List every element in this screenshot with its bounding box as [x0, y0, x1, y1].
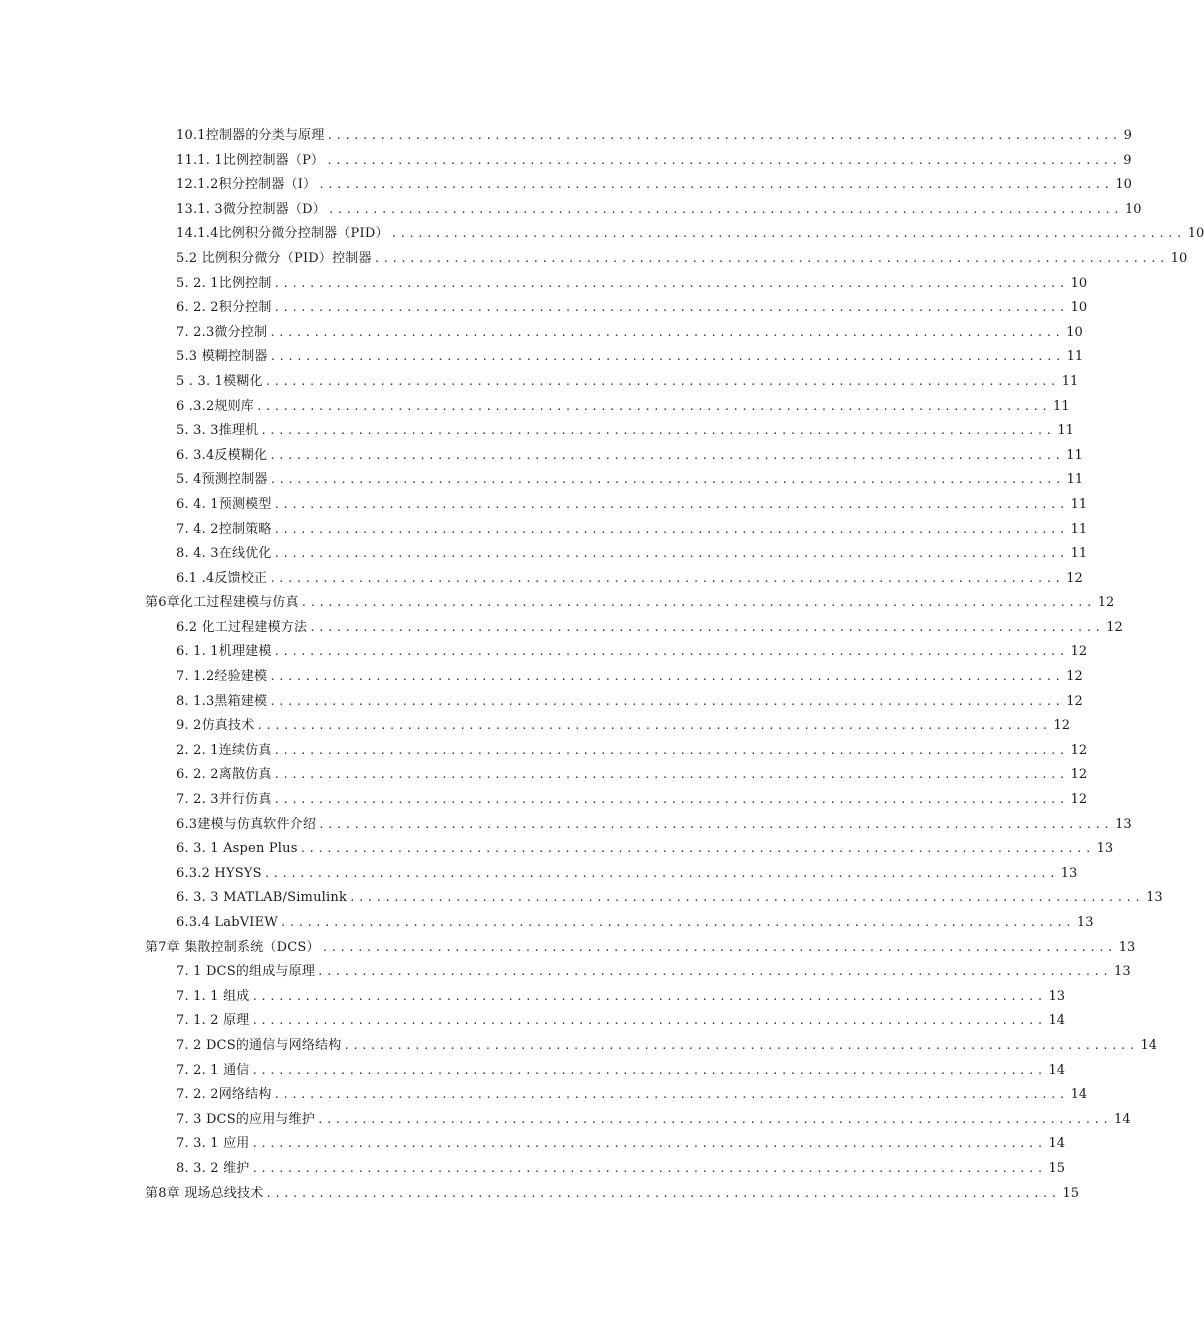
toc-entry-title: 8. 3. 2 维护 — [176, 1160, 250, 1176]
toc-entry-page: 12 — [1066, 570, 1083, 586]
toc-entry[interactable] — [0, 1034, 1157, 1059]
dot-leader: .......................................................................................... — [318, 178, 1113, 192]
dot-leader: .......................................................................................... — [260, 424, 1055, 438]
dot-leader: .......................................................................................... — [300, 596, 1095, 610]
dot-leader: .......................................................................................... — [273, 497, 1068, 511]
toc-entry-title: 2. 2. 1连续仿真 — [176, 742, 272, 758]
toc-entry-page: 10 — [1070, 300, 1088, 316]
toc-entry-title: 6. 1. 1机理建模 — [176, 644, 272, 660]
toc-entry-page: 10 — [1066, 324, 1083, 340]
toc-entry-title: 13.1. 3微分控制器（D） — [176, 201, 326, 217]
dot-leader: .......................................................................................... — [269, 694, 1064, 708]
toc-entry[interactable] — [0, 395, 1070, 420]
toc-entry-page: 12 — [1070, 767, 1088, 783]
toc-entry-title: 6.3.4 LabVIEW — [176, 915, 278, 930]
dot-leader: .......................................................................................... — [317, 965, 1112, 979]
dot-leader: .......................................................................................... — [273, 276, 1068, 290]
toc-entry[interactable] — [0, 518, 1088, 543]
toc-entry-page: 11 — [1053, 398, 1070, 414]
toc-entry-title: 8. 4. 3在线优化 — [176, 546, 272, 562]
dot-leader: .......................................................................................... — [256, 719, 1051, 733]
toc-entry-title: 7. 2. 2网络结构 — [176, 1087, 272, 1103]
toc-entry[interactable] — [0, 542, 1088, 567]
toc-entry-page: 13 — [1060, 865, 1078, 881]
toc-entry-title: 6.3建模与仿真软件介绍 — [176, 816, 317, 832]
toc-entry-title: 11.1. 1比例控制器（P） — [176, 152, 325, 168]
toc-entry-page: 11 — [1070, 496, 1088, 512]
toc-entry-page: 12 — [1106, 619, 1123, 635]
toc-entry-title: 6. 2. 2离散仿真 — [176, 767, 272, 783]
toc-entry-page: 14 — [1048, 1013, 1066, 1029]
dot-leader: .......................................................................................... — [273, 743, 1068, 757]
toc-entry-page: 12 — [1066, 693, 1083, 709]
toc-chapter-entry[interactable] — [0, 591, 1115, 616]
dot-leader: .......................................................................................... — [251, 1014, 1046, 1028]
toc-entry-title: 5.3 模糊控制器 — [176, 349, 268, 365]
toc-entry-page: 13 — [1146, 890, 1163, 906]
dot-leader: .......................................................................................... — [321, 940, 1116, 954]
toc-chapter-entry[interactable] — [0, 936, 1136, 961]
dot-leader: .......................................................................................... — [269, 325, 1064, 339]
dot-leader: .......................................................................................... — [263, 866, 1058, 880]
dot-leader: .......................................................................................... — [269, 670, 1064, 684]
toc-entry-title: 5. 2. 1比例控制 — [176, 275, 272, 291]
toc-entry[interactable] — [0, 321, 1083, 346]
toc-entry-title: 7. 2.3微分控制 — [176, 324, 268, 340]
toc-entry[interactable] — [0, 370, 1079, 395]
toc-entry-title: 7. 4. 2控制策略 — [176, 521, 272, 537]
toc-entry[interactable] — [0, 763, 1088, 788]
toc-entry[interactable] — [0, 198, 1142, 223]
toc-entry-title: 7. 3. 1 应用 — [176, 1136, 250, 1152]
dot-leader: .......................................................................................... — [269, 571, 1064, 585]
toc-entry-title: 第8章 现场总线技术 — [145, 1185, 264, 1201]
dot-leader: .......................................................................................... — [299, 842, 1094, 856]
toc-entry-page: 11 — [1057, 423, 1074, 439]
toc-entry-page: 12 — [1070, 644, 1088, 660]
toc-entry-page: 13 — [1118, 939, 1136, 955]
toc-entry-page: 11 — [1066, 472, 1084, 488]
toc-entry-title: 5. 3. 3推理机 — [176, 423, 259, 439]
toc-entry-page: 9 — [1123, 152, 1132, 168]
toc-entry-title: 7. 2 DCS的通信与网络结构 — [176, 1037, 342, 1053]
toc-entry-page: 14 — [1114, 1111, 1131, 1127]
dot-leader: .......................................................................................... — [265, 1186, 1060, 1200]
dot-leader: .......................................................................................... — [269, 350, 1064, 364]
toc-entry-page: 11 — [1066, 447, 1083, 463]
toc-entry-page: 14 — [1048, 1136, 1066, 1152]
dot-leader: .......................................................................................... — [264, 374, 1059, 388]
dot-leader: .......................................................................................... — [327, 202, 1122, 216]
toc-entry-title: 7. 1. 1 组成 — [176, 988, 250, 1004]
toc-entry-title: 7. 2. 1 通信 — [176, 1062, 250, 1078]
toc-entry-page: 10 — [1170, 250, 1188, 266]
toc-entry[interactable] — [0, 886, 1163, 911]
toc-entry[interactable] — [0, 788, 1088, 813]
dot-leader: .......................................................................................... — [373, 251, 1168, 265]
dot-leader: .......................................................................................... — [317, 1112, 1112, 1126]
toc-entry-page: 12 — [1070, 742, 1088, 758]
dot-leader: .......................................................................................... — [273, 547, 1068, 561]
dot-leader: .......................................................................................... — [273, 793, 1068, 807]
toc-entry-page: 14 — [1048, 1062, 1066, 1078]
toc-entry[interactable] — [0, 1157, 1066, 1182]
toc-entry-title: 6.1 .4反馈校正 — [176, 570, 268, 586]
dot-leader: .......................................................................................... — [318, 817, 1113, 831]
toc-entry-title: 6 .3.2规则库 — [176, 398, 255, 414]
toc-entry[interactable] — [0, 960, 1131, 985]
toc-entry[interactable] — [0, 1009, 1066, 1034]
toc-entry[interactable] — [0, 862, 1078, 887]
dot-leader: .......................................................................................... — [326, 153, 1121, 167]
toc-entry[interactable] — [0, 419, 1074, 444]
toc-entry-title: 6.2 化工过程建模方法 — [176, 619, 308, 635]
dot-leader: .......................................................................................... — [279, 916, 1074, 929]
toc-entry-title: 7. 1 DCS的组成与原理 — [176, 964, 316, 980]
toc-entry-title: 6. 2. 2积分控制 — [176, 300, 272, 316]
toc-entry-title: 6. 3. 1 Aspen Plus — [176, 841, 298, 857]
toc-entry-page: 14 — [1140, 1037, 1157, 1053]
toc-entry[interactable] — [0, 739, 1088, 764]
dot-leader: .......................................................................................... — [273, 768, 1068, 782]
toc-entry[interactable] — [0, 837, 1114, 862]
toc-entry-title: 6.3.2 HYSYS — [176, 865, 262, 881]
toc-entry-page: 11 — [1070, 521, 1088, 537]
toc-entry-page: 11 — [1061, 373, 1079, 389]
toc-entry-page: 13 — [1096, 841, 1114, 857]
toc-entry-title: 12.1.2积分控制器（I） — [176, 177, 317, 193]
toc-entry-page: 12 — [1066, 669, 1083, 685]
toc-entry-page: 10 — [1187, 226, 1204, 242]
toc-entry-page: 15 — [1048, 1160, 1066, 1176]
toc-entry[interactable] — [0, 1059, 1066, 1084]
toc-entry-title: 10.1控制器的分类与原理 — [176, 128, 325, 143]
toc-entry[interactable] — [0, 493, 1088, 518]
toc-entry-page: 10 — [1115, 177, 1132, 193]
table-of-contents — [0, 124, 1204, 1206]
dot-leader: .......................................................................................... — [273, 522, 1068, 536]
toc-entry-title: 9. 2仿真技术 — [176, 718, 255, 734]
toc-entry[interactable] — [0, 1132, 1066, 1157]
toc-entry-page: 13 — [1048, 988, 1066, 1004]
toc-entry-title: 7. 2. 3并行仿真 — [176, 792, 272, 808]
dot-leader: .......................................................................................... — [256, 399, 1051, 413]
dot-leader: .......................................................................................... — [349, 891, 1144, 905]
dot-leader: .......................................................................................... — [251, 989, 1046, 1003]
toc-entry[interactable] — [0, 444, 1083, 469]
dot-leader: .......................................................................................... — [343, 1038, 1138, 1052]
toc-entry-page: 13 — [1076, 915, 1094, 930]
dot-leader: .......................................................................................... — [326, 129, 1121, 142]
toc-entry[interactable] — [0, 296, 1088, 321]
toc-entry[interactable] — [0, 714, 1070, 739]
toc-entry[interactable] — [0, 124, 1132, 149]
toc-entry[interactable] — [0, 567, 1083, 592]
toc-entry[interactable] — [0, 1083, 1088, 1108]
toc-entry-title: 6. 3. 3 MATLAB/Simulink — [176, 890, 348, 906]
toc-entry[interactable] — [0, 272, 1088, 297]
toc-entry[interactable] — [0, 1108, 1131, 1133]
toc-entry-page: 14 — [1070, 1087, 1088, 1103]
toc-entry-page: 10 — [1070, 275, 1088, 291]
dot-leader: .......................................................................................... — [273, 645, 1068, 659]
toc-entry-title: 8. 1.3黑箱建模 — [176, 693, 268, 709]
toc-entry-page: 11 — [1066, 349, 1084, 365]
toc-entry-title: 第6章化工过程建模与仿真 — [145, 595, 299, 611]
toc-entry-page: 10 — [1124, 201, 1142, 217]
toc-entry[interactable] — [0, 222, 1204, 247]
toc-entry-title: 7. 3 DCS的应用与维护 — [176, 1111, 316, 1127]
toc-entry-title: 5. 4预测控制器 — [176, 472, 268, 488]
toc-entry[interactable] — [0, 813, 1132, 838]
toc-entry[interactable] — [0, 985, 1066, 1010]
toc-entry-page: 15 — [1062, 1185, 1079, 1201]
toc-entry-title: 第7章 集散控制系统（DCS） — [145, 939, 320, 955]
toc-entry[interactable] — [0, 345, 1084, 370]
toc-entry[interactable] — [0, 640, 1088, 665]
toc-entry[interactable] — [0, 149, 1132, 174]
dot-leader: .......................................................................................... — [309, 620, 1104, 634]
toc-entry-title: 14.1.4比例积分微分控制器（PID） — [176, 226, 389, 242]
toc-entry-page: 12 — [1070, 792, 1088, 808]
toc-entry[interactable] — [0, 911, 1094, 936]
toc-entry-page: 11 — [1070, 546, 1088, 562]
toc-entry[interactable] — [0, 173, 1132, 198]
dot-leader: .......................................................................................... — [273, 1088, 1068, 1102]
dot-leader: .......................................................................................... — [251, 1063, 1046, 1077]
dot-leader: .......................................................................................... — [269, 448, 1064, 462]
dot-leader: .......................................................................................... — [269, 473, 1064, 487]
toc-entry-title: 5 . 3. 1模糊化 — [176, 373, 263, 389]
toc-entry-page: 13 — [1114, 964, 1131, 980]
toc-entry-page: 12 — [1097, 595, 1115, 611]
dot-leader: .......................................................................................... — [251, 1161, 1046, 1175]
toc-entry[interactable] — [0, 665, 1083, 690]
toc-chapter-entry[interactable] — [0, 1182, 1079, 1207]
dot-leader: .......................................................................................... — [251, 1137, 1046, 1151]
toc-entry[interactable] — [0, 247, 1188, 272]
toc-entry[interactable] — [0, 468, 1084, 493]
dot-leader: .......................................................................................... — [390, 227, 1185, 241]
dot-leader: .......................................................................................... — [273, 301, 1068, 315]
toc-entry-title: 7. 1.2经验建模 — [176, 669, 268, 685]
toc-entry-title: 6. 3.4反模糊化 — [176, 447, 268, 463]
toc-entry-page: 9 — [1123, 128, 1132, 143]
toc-entry-title: 6. 4. 1预测模型 — [176, 496, 272, 512]
toc-entry-page: 13 — [1115, 816, 1132, 832]
toc-entry-title: 7. 1. 2 原理 — [176, 1013, 250, 1029]
toc-entry-title: 5.2 比例积分微分（PID）控制器 — [176, 250, 372, 266]
toc-entry[interactable] — [0, 616, 1123, 641]
toc-entry[interactable] — [0, 690, 1083, 715]
toc-entry-page: 12 — [1053, 718, 1070, 734]
